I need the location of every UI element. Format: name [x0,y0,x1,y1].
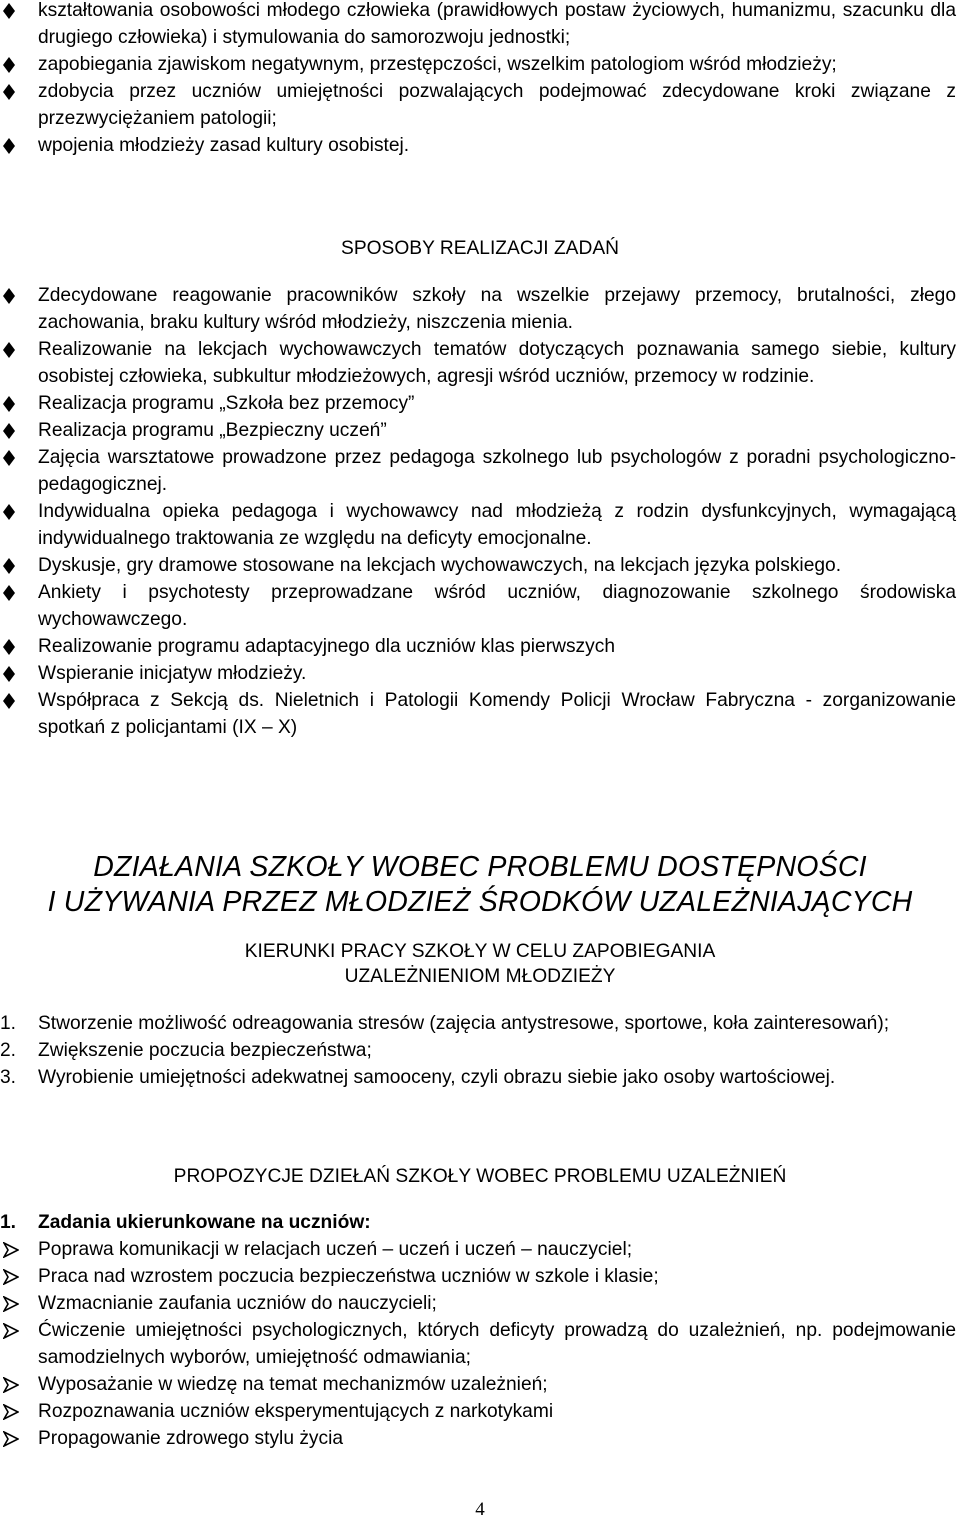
diamond-bullet-icon [0,336,20,363]
diamond-bullet-icon [0,552,20,579]
arrowhead-bullet-icon [0,1371,20,1398]
list-item-text: Rozpoznawania uczniów eksperymentujących z narkotykami [38,1401,554,1422]
list-item [0,51,960,78]
diamond-bullet-icon [0,132,20,159]
diamond-bullet-icon [0,282,20,309]
list-item-text: Realizacja programu „Szkoła bez przemocy” [38,393,415,414]
list-item-text: Dyskusje, gry dramowe stosowane na lekcjach wychowawczych, na lekcjach języka polskiego. [38,555,842,576]
list-item [0,282,960,336]
diamond-bullet-icon [0,0,20,24]
list-item-text: Propagowanie zdrowego stylu życia [38,1428,344,1449]
list-item [0,498,960,552]
list-item [0,1398,960,1425]
numbered-item [0,1010,960,1037]
list-item-text: Zwiększenie poczucia bezpieczeństwa; [38,1040,372,1061]
diamond-bullet-icon [0,579,20,606]
main-heading-line-2: I UŻYWANIA PRZEZ MŁODZIEŻ ŚRODKÓW UZALEŻNIAJĄCYCH [47,886,913,918]
list-item [0,78,960,132]
diamond-bullet-icon [0,417,20,444]
numbered-item [0,1037,960,1064]
main-heading-line-1: DZIAŁANIA SZKOŁY WOBEC PROBLEMU DOSTĘPNOŚCI [93,851,867,883]
section-heading: SPOSOBY REALIZACJI ZADAŃ [341,238,619,259]
diamond-bullet-icon [0,687,20,714]
list-item-text: Praca nad wzrostem poczucia bezpieczeństwa uczniów w szkole i klasie; [38,1266,659,1287]
subheading-line-1: KIERUNKI PRACY SZKOŁY W CELU ZAPOBIEGANIA [244,941,716,962]
diamond-bullet-icon [0,660,20,687]
list-item [0,1317,960,1371]
list-item-text: Zdecydowane reagowanie pracowników szkoły na wszelkie przejawy przemocy, brutalności, złego zachowania, braku kultury wśród młodzieży, niszczenia mienia. [38,285,956,333]
list-item [0,390,960,417]
list-item-text: Wspieranie inicjatyw młodzieży. [38,663,307,684]
list-item [0,579,960,633]
task-title [0,1209,960,1236]
item-number: 2. [0,1040,17,1061]
diamond-bullet-icon [0,390,20,417]
diamond-bullet-icon [0,498,20,525]
list-item [0,444,960,498]
list-item-text: Realizowanie na lekcjach wychowawczych tematów dotyczących poznawania samego siebie, kultury osobistej człowieka, subkultur młodzieżowych, agresji wśród uczniów, przemocy w rodzinie. [38,339,956,387]
list-item [0,552,960,579]
numbered-item [0,1064,960,1091]
list-item [0,1236,960,1263]
item-number: 1. [0,1212,17,1233]
list-item [0,633,960,660]
list-item-text: Realizacja programu „Bezpieczny uczeń” [38,420,387,441]
section-heading: PROPOZYCJE DZIEŁAŃ SZKOŁY WOBEC PROBLEMU UZALEŻNIEŃ [173,1166,787,1187]
list-item-text: zdobycia przez uczniów umiejętności pozwalających podejmować zdecydowane kroki związane z przezwyciężaniem patologii; [38,81,956,129]
list-item [0,1290,960,1317]
list-item [0,1371,960,1398]
list-item-text: Współpraca z Sekcją ds. Nieletnich i Patologii Komendy Policji Wrocław Fabryczna - zorganizowanie spotkań z policjantami (IX – X) [38,690,956,738]
list-item [0,1425,960,1452]
list-item-text: Poprawa komunikacji w relacjach uczeń – uczeń i uczeń – nauczyciel; [38,1239,633,1260]
arrowhead-bullet-icon [0,1263,20,1290]
list-item-text: Realizowanie programu adaptacyjnego dla uczniów klas pierwszych [38,636,615,657]
list-item [0,687,960,741]
directions-list [0,1010,960,1091]
diamond-bullet-icon [0,51,20,78]
list-item [0,660,960,687]
list-item [0,417,960,444]
item-number: 3. [0,1067,17,1088]
arrowhead-bullet-icon [0,1317,20,1344]
list-item-text: Indywidualna opieka pedagoga i wychowawcy nad młodzieżą z rodzin dysfunkcyjnych, wymagającą indywidualnego traktowania ze względu na deficyty emocjonalne. [38,501,956,549]
item-number: 1. [0,1013,17,1034]
list-item [0,0,960,51]
diamond-bullet-icon [0,78,20,105]
list-item-text: zapobiegania zjawiskom negatywnym, przestępczości, wszelkim patologiom wśród młodzieży; [38,54,837,75]
list-item-text: Ćwiczenie umiejętności psychologicznych, których deficyty prowadzą do uzależnień, np. podejmowanie samodzielnych wyborów, umiejętność odmawiania; [38,1320,956,1368]
list-item-text: Wyposażanie w wiedzę na temat mechanizmów uzależnień; [38,1374,548,1395]
list-item-text: Wyrobienie umiejętności adekwatnej samooceny, czyli obrazu siebie jako osoby wartościowej. [38,1067,836,1088]
diamond-bullet-icon [0,633,20,660]
list-item [0,1263,960,1290]
arrowhead-bullet-icon [0,1236,20,1263]
page-number: 4 [475,1499,485,1520]
arrowhead-bullet-icon [0,1290,20,1317]
subheading-line-2: UZALEŻNIENIOM MŁODZIEŻY [344,966,616,987]
goals-list [0,0,960,159]
task-title-text: Zadania ukierunkowane na uczniów: [38,1212,371,1233]
list-item [0,132,960,159]
arrowhead-bullet-icon [0,1425,20,1452]
list-item-text: Wzmacnianie zaufania uczniów do nauczycieli; [38,1293,437,1314]
tasks-list [0,1236,960,1452]
list-item-text: Stworzenie możliwość odreagowania stresów (zajęcia antystresowe, sportowe, koła zainteresowań); [38,1013,890,1034]
list-item-text: wpojenia młodzieży zasad kultury osobistej. [38,135,410,156]
list-item [0,336,960,390]
list-item-text: Zajęcia warsztatowe prowadzone przez pedagoga szkolnego lub psychologów z poradni psychologiczno-pedagogicznej. [38,447,956,495]
arrowhead-bullet-icon [0,1398,20,1425]
list-item-text: Ankiety i psychotesty przeprowadzane wśród uczniów, diagnozowanie szkolnego środowiska wychowawczego. [38,582,956,630]
methods-list [0,282,960,741]
list-item-text: kształtowania osobowości młodego człowieka (prawidłowych postaw życiowych, humanizmu, szacunku dla drugiego człowieka) i stymulowania do samorozwoju jednostki; [38,0,956,48]
diamond-bullet-icon [0,444,20,471]
